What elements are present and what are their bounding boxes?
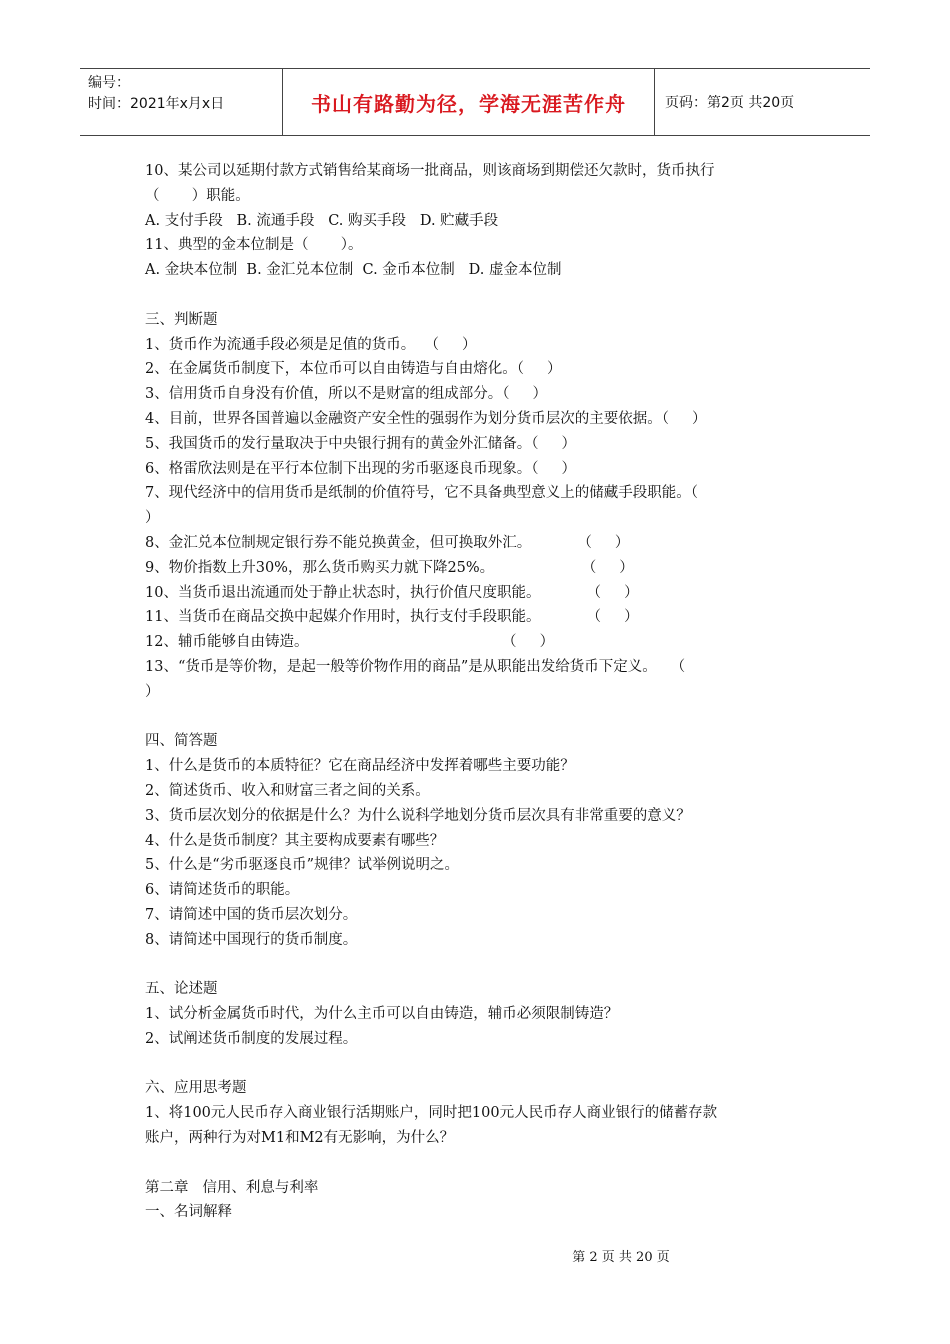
text-line: 1、什么是货币的本质特征？它在商品经济中发挥着哪些主要功能？ [145, 758, 575, 775]
blank-line [145, 1052, 810, 1077]
header-meta [80, 69, 283, 135]
text-line: 5、什么是“劣币驱逐良币”规律？试举例说明之。 [145, 857, 460, 874]
text-line: 1、货币作为流通手段必须是足值的货币。 （ ） [145, 336, 477, 353]
blank-line [145, 283, 810, 308]
footer-page-number: 第 2 页 共 20 页 [572, 1250, 670, 1265]
text-line: 一、名词解释 [145, 1204, 232, 1221]
text-line: 六、应用思考题 [145, 1080, 247, 1097]
text-line: A. 支付手段 B. 流通手段 C. 购买手段 D. 贮藏手段 [145, 212, 499, 229]
blank-line [145, 953, 810, 978]
header-page-info: 页码：第2页 共20页 [665, 95, 795, 111]
text-line: 10、某公司以延期付款方式销售给某商场一批商品，则该商场到期偿还欠款时，货币执行 [145, 163, 715, 179]
text-line: 7、请简述中国的货币层次划分。 [145, 906, 358, 923]
text-line: 2、试阐述货币制度的发展过程。 [145, 1030, 358, 1047]
text-line: 6、格雷欣法则是在平行本位制下出现的劣币驱逐良币现象。（ ） [145, 460, 577, 477]
text-line: 11、典型的金本位制是（ ）。 [145, 237, 363, 254]
text-line: 1、将100元人民币存入商业银行活期账户，同时把100元人民币存人商业银行的储蓄存款 [145, 1105, 718, 1122]
document-body [145, 159, 810, 1225]
text-line: 8、金汇兑本位制规定银行券不能兑换黄金，但可换取外汇。 （ ） [145, 534, 630, 551]
text-line: 3、信用货币自身没有价值，所以不是财富的组成部分。（ ） [145, 386, 548, 403]
text-line: 五、论述题 [145, 981, 218, 998]
text-line: 10、当货币退出流通而处于静止状态时，执行价值尺度职能。 （ ） [145, 584, 639, 601]
text-line: 三、判断题 [145, 311, 218, 328]
blank-line [145, 1151, 810, 1176]
document-date: 时间：2021年x月x日 [88, 96, 225, 112]
text-line: 3、货币层次划分的依据是什么？为什么说科学地划分货币层次具有非常重要的意义？ [145, 807, 691, 824]
text-line: ） [145, 510, 160, 527]
text-line: 12、辅币能够自由铸造。 （ ） [145, 634, 555, 651]
blank-line [145, 705, 810, 730]
text-line: 1、试分析金属货币时代，为什么主币可以自由铸造，辅币必须限制铸造？ [145, 1006, 619, 1023]
text-line: 8、请简述中国现行的货币制度。 [145, 931, 358, 948]
text-line: 9、物价指数上升30%，那么货币购买力就下降25%。 （ ） [145, 559, 634, 576]
text-line: ） [145, 683, 160, 700]
document-number-label: 编号： [88, 75, 130, 91]
text-line: A. 金块本位制 B. 金汇兑本位制 C. 金币本位制 D. 虚金本位制 [145, 262, 562, 279]
text-line: 6、请简述货币的职能。 [145, 882, 300, 899]
text-line: 11、当货币在商品交换中起媒介作用时，执行支付手段职能。 （ ） [145, 609, 639, 626]
header-motto-cell [283, 69, 655, 135]
header-motto: 书山有路勤为径，学海无涯苦作舟 [311, 91, 626, 116]
text-line: 2、简述货币、收入和财富三者之间的关系。 [145, 782, 430, 799]
text-line: 账户，两种行为对M1和M2有无影响，为什么？ [145, 1130, 455, 1147]
text-line: 四、简答题 [145, 733, 218, 750]
text-line: 13、“货币是等价物，是起一般等价物作用的商品”是从职能出发给货币下定义。 （ [145, 658, 686, 675]
text-line: 5、我国货币的发行量取决于中央银行拥有的黄金外汇储备。（ ） [145, 435, 577, 452]
text-line: （ ）职能。 [145, 187, 250, 204]
page-footer [0, 1246, 950, 1265]
page-header [80, 68, 870, 136]
text-line: 4、目前，世界各国普遍以金融资产安全性的强弱作为划分货币层次的主要依据。（ ） [145, 410, 707, 427]
text-line: 4、什么是货币制度？其主要构成要素有哪些？ [145, 832, 445, 849]
text-line: 2、在金属货币制度下，本位币可以自由铸造与自由熔化。（ ） [145, 361, 562, 378]
text-line: 7、现代经济中的信用货币是纸制的价值符号，它不具备典型意义上的储藏手段职能。（ [145, 485, 698, 502]
text-line: 第二章 信用、利息与利率 [145, 1179, 319, 1196]
